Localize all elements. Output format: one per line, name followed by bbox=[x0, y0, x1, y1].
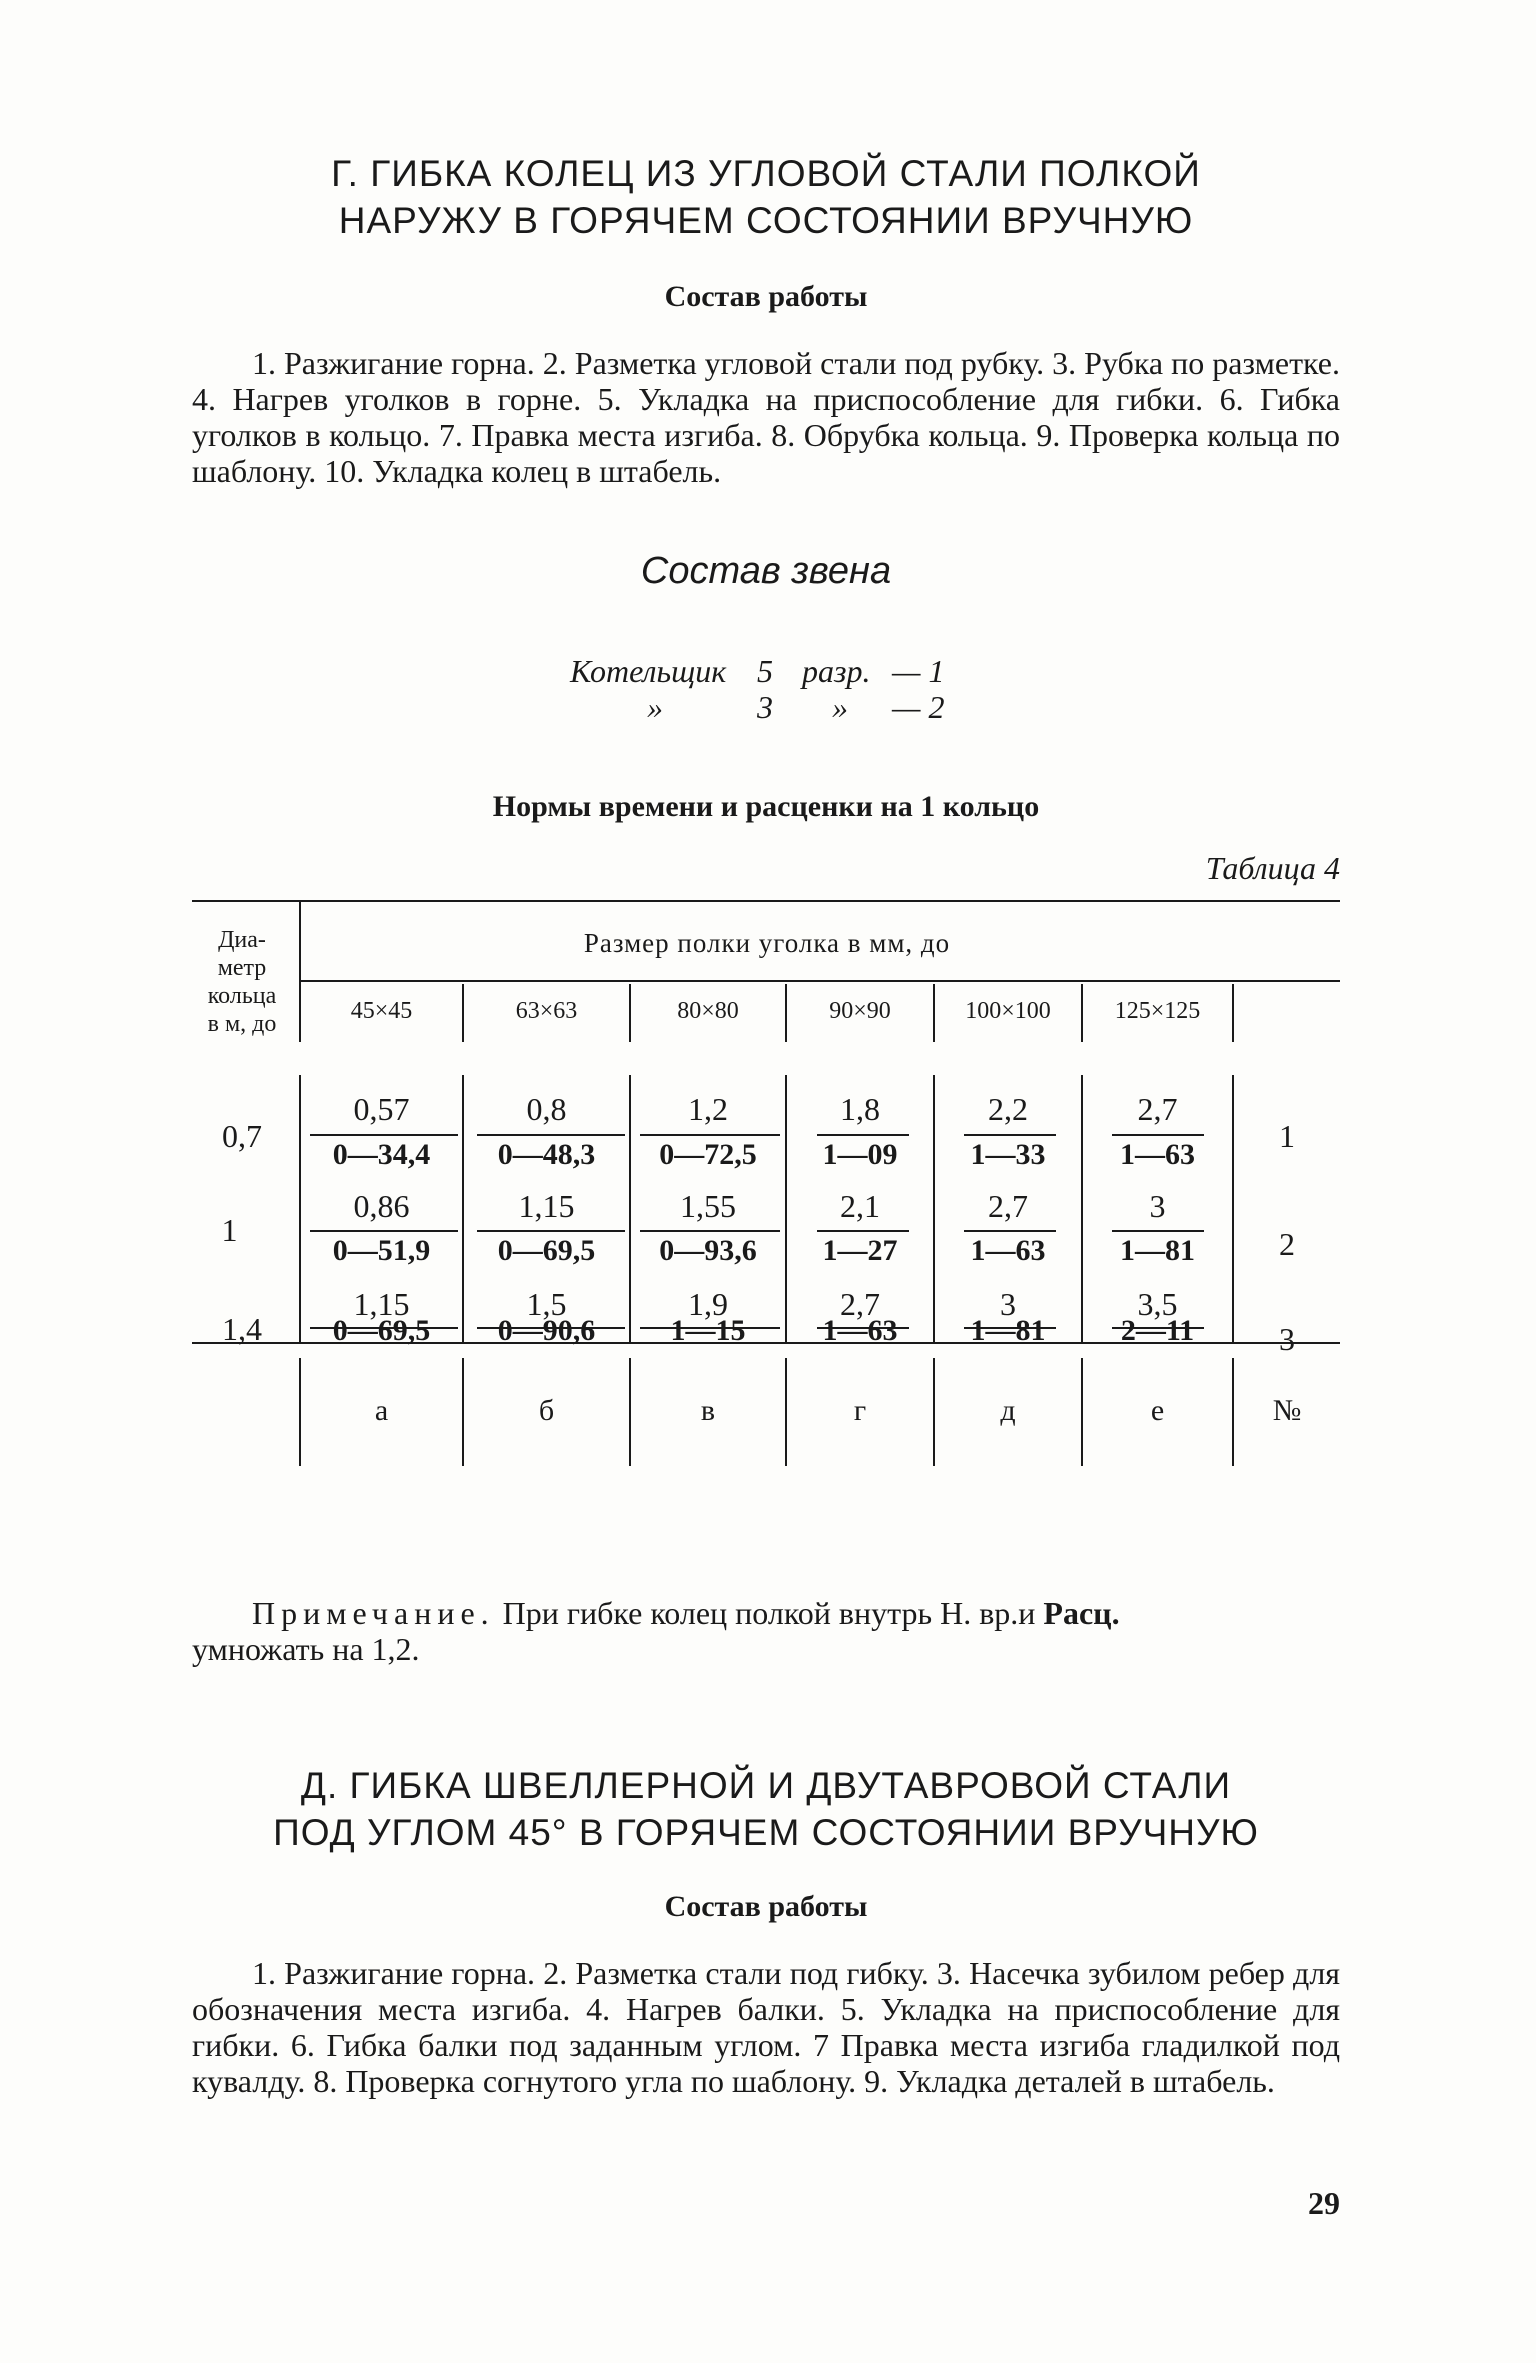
fraction-bar bbox=[310, 1134, 458, 1136]
page-number: 29 bbox=[1308, 2185, 1340, 2221]
price: 0—51,9 bbox=[332, 1234, 431, 1267]
note-label: Примечание. bbox=[252, 1595, 495, 1631]
crew-1-grade: 5 bbox=[757, 653, 773, 689]
time-norm: 2,7 bbox=[840, 1286, 880, 1322]
price: 1—81 bbox=[970, 1314, 1046, 1347]
section-g-title-2: НАРУЖУ В ГОРЯЧЕМ СОСТОЯНИИ ВРУЧНУЮ bbox=[338, 200, 1194, 241]
section-g-title-1: Г. ГИБКА КОЛЕЦ ИЗ УГЛОВОЙ СТАЛИ ПОЛКОЙ bbox=[331, 153, 1201, 194]
diameter-header-line: кольца bbox=[207, 983, 277, 1009]
crew-2-name: » bbox=[647, 689, 663, 725]
price: 1—09 bbox=[822, 1138, 898, 1171]
price: 1—63 bbox=[822, 1314, 898, 1347]
fraction-bar bbox=[1112, 1230, 1204, 1232]
time-norm: 1,55 bbox=[680, 1188, 736, 1224]
fraction-bar bbox=[477, 1230, 625, 1232]
crew-2-count: — 2 bbox=[892, 689, 945, 725]
time-norm: 1,2 bbox=[688, 1091, 728, 1127]
section-d-title-1: Д. ГИБКА ШВЕЛЛЕРНОЙ И ДВУТАВРОВОЙ СТАЛИ bbox=[300, 1765, 1232, 1806]
fraction-bar bbox=[964, 1230, 1056, 1232]
work-composition-title: Состав работы bbox=[664, 280, 868, 313]
price: 1—63 bbox=[1120, 1138, 1195, 1171]
crew-title: Состав звена bbox=[640, 550, 892, 592]
crew-1-name: Котельщик bbox=[570, 653, 727, 689]
note-text: При гибке колец полкой внутрь Н. вр.и bbox=[502, 1595, 1036, 1631]
column-header: 63×63 bbox=[515, 998, 578, 1024]
section-g bbox=[192, 150, 1340, 244]
row-diameter: 1,4 bbox=[222, 1311, 262, 1347]
size-group-header: Размер полки уголка в мм, до bbox=[583, 928, 951, 958]
note-bold: Расц. bbox=[1043, 1595, 1120, 1631]
column-letter: а bbox=[374, 1394, 389, 1427]
column-letter: г bbox=[853, 1394, 867, 1427]
crew-2-grade: 3 bbox=[757, 689, 773, 725]
time-norm: 1,8 bbox=[840, 1091, 880, 1127]
price: 1—27 bbox=[822, 1234, 898, 1267]
section-d bbox=[192, 1762, 1340, 1856]
row-number: 1 bbox=[1279, 1118, 1295, 1154]
table-note bbox=[192, 1595, 1340, 1667]
time-norm: 1,5 bbox=[526, 1286, 567, 1322]
row-number: 3 bbox=[1279, 1321, 1295, 1357]
col-divider bbox=[1232, 984, 1234, 1042]
crew-2-unit: » bbox=[832, 689, 848, 725]
column-letter: в bbox=[700, 1394, 716, 1427]
row-number: 2 bbox=[1279, 1226, 1295, 1262]
time-norm: 1,15 bbox=[518, 1188, 575, 1224]
diameter-header-line: метр bbox=[217, 955, 267, 981]
price: 0—34,4 bbox=[332, 1138, 431, 1171]
diameter-header-line: Диа- bbox=[218, 927, 266, 953]
time-norm: 0,86 bbox=[353, 1188, 410, 1224]
diameter-header bbox=[192, 926, 292, 1038]
time-norm: 1,9 bbox=[688, 1286, 728, 1322]
work-composition-text: 1. Разжигание горна. 2. Разметка угловой стали под рубку. 3. Рубка по разметке. 4. Нагрев уголков в горне. 5. Укладка на приспособление для гибки. 6. Гибка уголков в кольцо. 7. Правка места изгиба. 8. Обрубка кольца. 9. Проверка кольца по шаблону. 10. Укладка колец в штабель. bbox=[192, 345, 1340, 489]
price: 0—90,6 bbox=[497, 1314, 596, 1347]
row-diameter: 0,7 bbox=[222, 1118, 262, 1154]
time-norm: 3 bbox=[1000, 1286, 1016, 1322]
column-letter-number: № bbox=[1272, 1394, 1302, 1427]
crew-1-unit: разр. bbox=[802, 653, 871, 689]
column-header: 45×45 bbox=[350, 998, 413, 1024]
time-norm: 3,5 bbox=[1137, 1286, 1178, 1322]
price: 0—69,5 bbox=[497, 1234, 596, 1267]
fraction-bar bbox=[640, 1230, 780, 1232]
column-letter: е bbox=[1150, 1394, 1165, 1427]
fraction-bar bbox=[964, 1134, 1056, 1136]
time-norm: 2,2 bbox=[988, 1091, 1028, 1127]
fraction-bar bbox=[477, 1134, 625, 1136]
time-norm: 2,7 bbox=[988, 1188, 1028, 1224]
column-letter: д bbox=[1000, 1394, 1016, 1427]
column-header: 100×100 bbox=[965, 998, 1051, 1024]
time-norm: 2,1 bbox=[840, 1188, 880, 1224]
price: 1—33 bbox=[970, 1138, 1046, 1171]
fraction-bar bbox=[817, 1134, 909, 1136]
table-caption: Таблица 4 bbox=[1205, 850, 1340, 886]
price: 0—93,6 bbox=[659, 1234, 757, 1267]
column-header: 90×90 bbox=[829, 998, 891, 1024]
norms-table bbox=[192, 900, 1340, 1560]
norms-title: Нормы времени и расценки на 1 кольцо bbox=[492, 790, 1040, 823]
table-top-border bbox=[192, 900, 1340, 902]
work-composition-text-2: 1. Разжигание горна. 2. Разметка стали под гибку. 3. Насечка зубилом ребер для обозначения места изгиба. 4. Нагрев балки. 5. Укладка на приспособление для гибки. 6. Гибка балки под заданным углом. 7 Правка места изгиба гладилкой под кувалду. 8. Проверка согнутого угла по шаблону. 9. Укладка деталей в штабель. bbox=[192, 1955, 1340, 2099]
crew-1-count: — 1 bbox=[892, 653, 945, 689]
header-divider bbox=[300, 980, 1340, 982]
price: 2—11 bbox=[1120, 1314, 1195, 1347]
price: 1—81 bbox=[1120, 1234, 1195, 1267]
time-norm: 3 bbox=[1149, 1188, 1166, 1224]
fraction-bar bbox=[640, 1134, 780, 1136]
col-divider bbox=[1232, 1075, 1234, 1343]
time-norm: 0,8 bbox=[526, 1091, 567, 1127]
price: 1—15 bbox=[670, 1314, 746, 1347]
diameter-header-line: в м, до bbox=[207, 1011, 277, 1037]
price: 1—63 bbox=[970, 1234, 1046, 1267]
fraction-bar bbox=[310, 1230, 458, 1232]
time-norm: 1,15 bbox=[353, 1286, 410, 1322]
price: 0—48,3 bbox=[497, 1138, 596, 1171]
note-text-2: умножать на 1,2. bbox=[192, 1631, 420, 1667]
column-letter: б bbox=[538, 1394, 555, 1427]
time-norm: 2,7 bbox=[1137, 1091, 1178, 1127]
price: 0—72,5 bbox=[659, 1138, 757, 1171]
work-composition-title-2: Состав работы bbox=[664, 1890, 868, 1923]
time-norm: 0,57 bbox=[353, 1091, 410, 1127]
column-header: 125×125 bbox=[1114, 998, 1201, 1024]
fraction-bar bbox=[817, 1230, 909, 1232]
price: 0—69,5 bbox=[332, 1314, 431, 1347]
row-diameter: 1 bbox=[221, 1212, 238, 1248]
column-header: 80×80 bbox=[677, 998, 739, 1024]
section-d-title-2: ПОД УГЛОМ 45° В ГОРЯЧЕМ СОСТОЯНИИ ВРУЧНУЮ bbox=[273, 1812, 1259, 1853]
crew-list bbox=[192, 653, 1340, 729]
fraction-bar bbox=[1112, 1134, 1204, 1136]
